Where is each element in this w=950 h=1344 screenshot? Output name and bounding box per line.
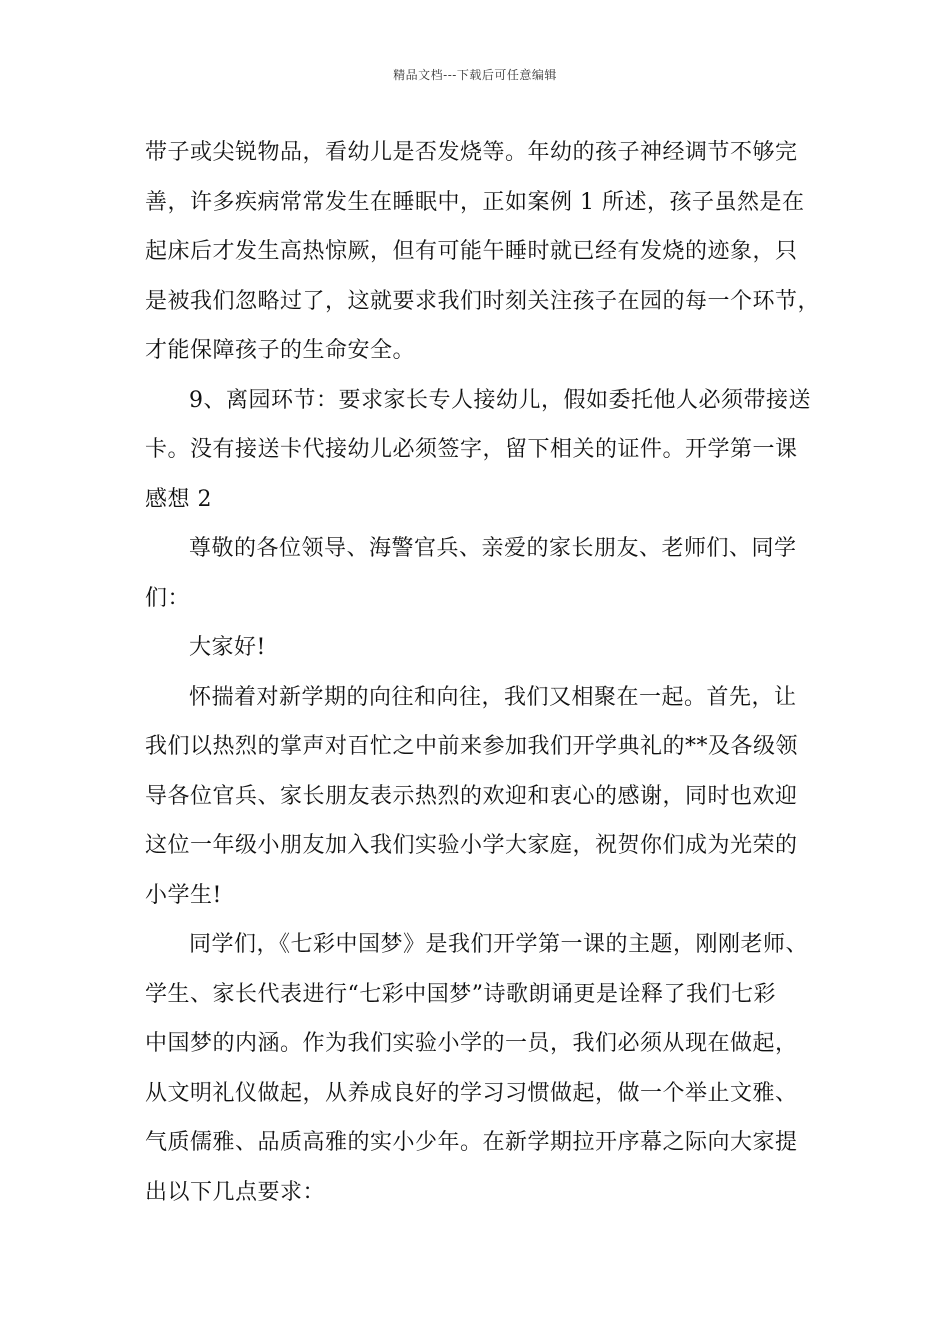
body-line-6: 9、离园环节：要求家长专人接幼儿，假如委托他人必须带接送 (189, 387, 811, 413)
body-line-10: 们： (145, 585, 191, 611)
body-line-1: 带子或尖锐物品，看幼儿是否发烧等。年幼的孩子神经调节不够完 (145, 140, 798, 165)
body-line-5: 才能保障孩子的生命安全。 (145, 338, 416, 363)
document-body (145, 128, 825, 1217)
body-line-14: 导各位官兵、家长朋友表示热烈的欢迎和衷心的感谢，同时也欢迎 (145, 783, 798, 809)
body-line-15: 这位一年级小朋友加入我们实验小学大家庭，祝贺你们成为光荣的 (145, 833, 798, 858)
body-line-8: 感想 2 (145, 486, 212, 512)
body-line-16: 小学生! (145, 882, 222, 908)
body-line-17: 同学们，《七彩中国梦》是我们开学第一课的主题，刚刚老师、 (189, 932, 809, 957)
body-line-4: 是被我们忽略过了，这就要求我们时刻关注孩子在园的每一个环节， (145, 288, 821, 314)
body-line-12: 怀揣着对新学期的向往和向往，我们又相聚在一起。首先，让 (189, 684, 797, 710)
body-line-11: 大家好! (189, 635, 266, 660)
body-line-3: 起床后才发生高热惊厥，但有可能午睡时就已经有发烧的迹象，只 (145, 239, 798, 264)
body-line-9: 尊敬的各位领导、海警官兵、亲爱的家长朋友、老师们、同学 (189, 536, 797, 561)
body-line-7: 卡。没有接送卡代接幼儿必须签字，留下相关的证件。开学第一课 (145, 437, 798, 462)
body-line-22: 出以下几点要求： (145, 1179, 326, 1205)
body-line-13: 我们以热烈的掌声对百忙之中前来参加我们开学典礼的**及各级领 (145, 734, 799, 759)
body-line-18: 学生、家长代表进行“七彩中国梦”诗歌朗诵更是诠释了我们七彩 (145, 981, 776, 1007)
page-header: 精品文档---下载后可任意编辑 (393, 68, 557, 82)
body-line-20: 从文明礼仪做起，从养成良好的学习习惯做起，做一个举止文雅、 (145, 1080, 798, 1106)
body-line-21: 气质儒雅、品质高雅的实小少年。在新学期拉开序幕之际向大家提 (145, 1130, 798, 1155)
body-line-2: 善，许多疾病常常发生在睡眠中，正如案例 1 所述，孩子虽然是在 (145, 189, 805, 215)
body-line-19: 中国梦的内涵。作为我们实验小学的一员，我们必须从现在做起， (145, 1031, 798, 1056)
